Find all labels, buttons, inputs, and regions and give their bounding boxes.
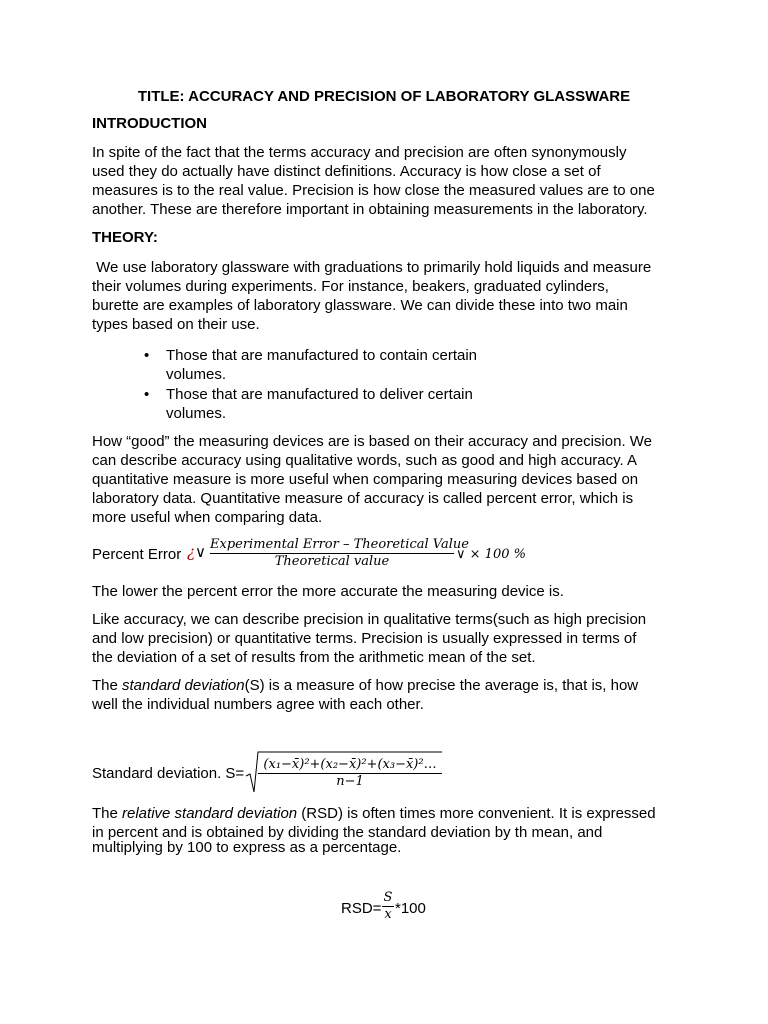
theory-heading: THEORY: bbox=[92, 229, 158, 246]
abs-bar-left: ∨ bbox=[195, 543, 207, 561]
para6-post: (RSD) is often times more convenient. It is expressed bbox=[297, 805, 656, 822]
bullet-2-line-2: volumes. bbox=[166, 405, 227, 422]
bullet-2-line-1: Those that are manufactured to deliver certain bbox=[166, 386, 473, 403]
theory-para4-line-1: Like accuracy, we can describe precision in qualitative terms(such as high precision bbox=[92, 611, 647, 628]
percent-error-numerator: Experimental Error – Theoretical Value bbox=[210, 537, 469, 552]
bullet-1-line-1: Those that are manufactured to contain certain bbox=[166, 347, 478, 364]
std-dev-label: Standard deviation. S= bbox=[92, 765, 245, 782]
para6-pre: The bbox=[92, 805, 123, 822]
bullet-icon: • bbox=[144, 347, 150, 364]
theory-para1-line-4: types based on their use. bbox=[92, 316, 260, 333]
theory-para5-line-2: well the individual numbers agree with each other. bbox=[92, 696, 424, 713]
theory-para2-line-4: laboratory data. Quantitative measure of accuracy is called percent error, which is bbox=[92, 490, 634, 507]
theory-para1-line-3: burette are examples of laboratory glassware. We can divide these into two main bbox=[92, 297, 628, 314]
intro-line-3: measures is to the real value. Precision is how close the measured values are to one bbox=[92, 182, 655, 199]
theory-para4-line-3: the deviation of a set of results from the arithmetic mean of the set. bbox=[92, 649, 536, 666]
theory-para2-line-1: How “good” the measuring devices are is based on their accuracy and precision. We bbox=[92, 433, 653, 450]
inverted-question-icon: ¿ bbox=[187, 543, 196, 561]
bullet-1-line-2: volumes. bbox=[166, 366, 227, 383]
std-dev-denominator: n−1 bbox=[336, 774, 364, 789]
introduction-heading: INTRODUCTION bbox=[92, 115, 207, 132]
percent-error-prefix bbox=[187, 543, 206, 562]
theory-para3: The lower the percent error the more accurate the measuring device is. bbox=[92, 583, 564, 600]
theory-para2-line-5: more useful when comparing data. bbox=[92, 509, 323, 526]
rsd-suffix: *100 bbox=[395, 900, 426, 917]
theory-para2-line-3: quantitative measure is more useful when comparing measuring devices based on bbox=[92, 471, 639, 488]
theory-para1-line-1: We use laboratory glassware with graduations to primarily hold liquids and measure bbox=[92, 259, 652, 276]
theory-para4-line-2: and low precision) or quantitative terms. Precision is usually expressed in terms of bbox=[92, 630, 637, 647]
rsd-numerator: S bbox=[383, 890, 393, 905]
para5-pre: The bbox=[92, 677, 123, 694]
rsd-fraction bbox=[382, 890, 394, 923]
bullet-icon: • bbox=[144, 386, 150, 403]
rsd-denominator: x bbox=[384, 907, 392, 922]
intro-line-2: used they do actually have distinct definitions. Accuracy is how close a set of bbox=[92, 163, 601, 180]
percent-error-suffix: ∨ × 100 % bbox=[456, 547, 526, 562]
theory-para6-line-1 bbox=[92, 804, 656, 823]
theory-para5-line-1 bbox=[92, 676, 638, 695]
std-dev-numerator: (x₁−x̄)²+(x₂−x̄)²+(x₃−x̄)²… bbox=[263, 757, 437, 772]
intro-line-4: another. These are therefore important in obtaining measurements in the laboratory. bbox=[92, 201, 648, 218]
theory-para2-line-2: can describe accuracy using qualitative words, such as good and high accuracy. A bbox=[92, 452, 638, 469]
document-title: TITLE: ACCURACY AND PRECISION OF LABORATORY GLASSWARE bbox=[137, 88, 631, 105]
std-dev-fraction bbox=[258, 757, 442, 790]
percent-error-label: Percent Error bbox=[92, 546, 182, 563]
para5-post: (S) is a measure of how precise the average is, that is, how bbox=[244, 677, 639, 694]
percent-error-fraction bbox=[210, 537, 469, 570]
para6-term: relative standard deviation bbox=[122, 805, 298, 822]
rsd-label: RSD= bbox=[341, 900, 382, 917]
percent-error-denominator: Theoretical value bbox=[274, 554, 390, 569]
theory-para6-line-2: in percent and is obtained by dividing the standard deviation by th mean, and bbox=[92, 824, 603, 841]
theory-para6-line-3: multiplying by 100 to express as a percentage. bbox=[92, 839, 402, 856]
theory-para1-line-2: their volumes during experiments. For instance, beakers, graduated cylinders, bbox=[92, 278, 609, 295]
para5-term: standard deviation bbox=[122, 677, 245, 694]
intro-line-1: In spite of the fact that the terms accuracy and precision are often synonymously bbox=[92, 144, 627, 161]
